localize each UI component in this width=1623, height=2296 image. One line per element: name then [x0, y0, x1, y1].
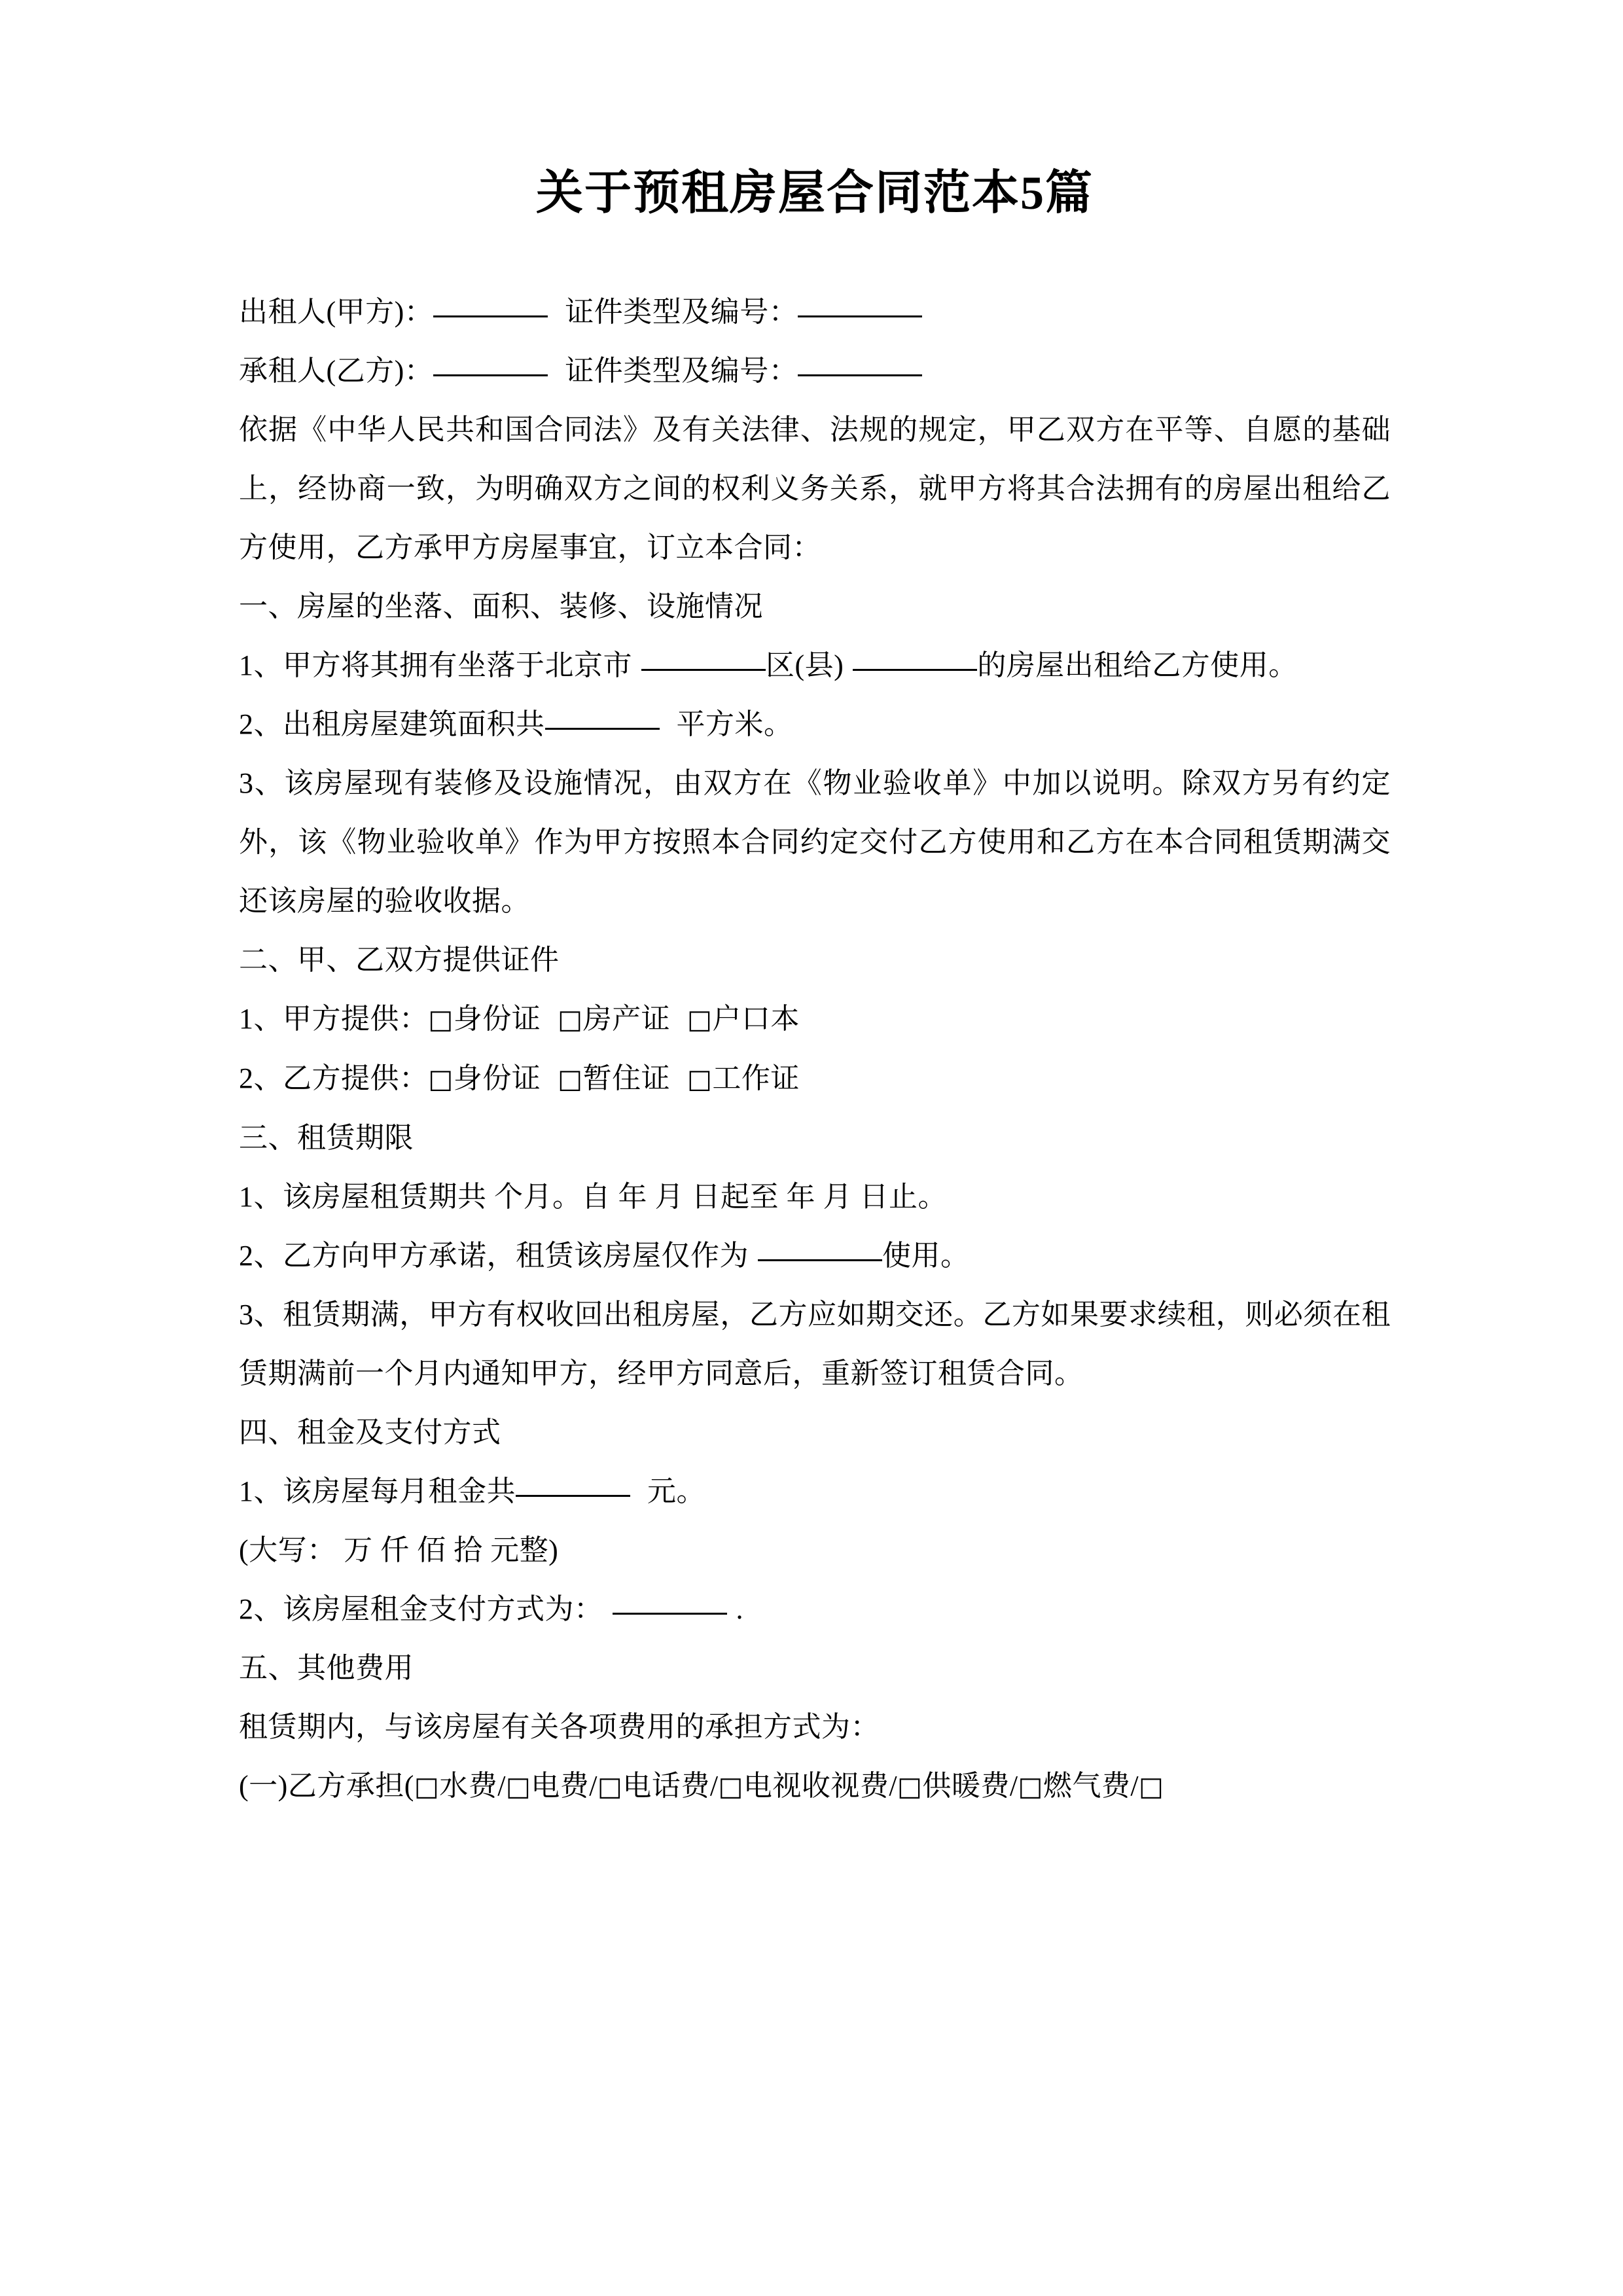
section-heading-5: 五、其他费用 — [239, 1652, 414, 1684]
checkbox-icon[interactable]: □ — [428, 1005, 454, 1035]
checkbox-icon[interactable]: □ — [597, 1772, 623, 1802]
lessee-line — [239, 342, 1391, 401]
item-text-prefix: 1、该房屋每月租金共 — [239, 1475, 516, 1507]
checkbox-icon[interactable]: □ — [506, 1772, 531, 1802]
item-text-suffix: 使用。 — [882, 1240, 970, 1272]
section-1-item-1 — [239, 636, 1391, 695]
checkbox-label: 供暖费 — [922, 1770, 1010, 1802]
lessor-label: 出租人(甲方)： — [239, 296, 434, 328]
separator: / — [889, 1770, 898, 1802]
checkbox-label: 暂住证 — [582, 1062, 671, 1094]
item-text-suffix: . — [736, 1593, 743, 1625]
checkbox-icon[interactable]: □ — [428, 1064, 454, 1094]
checkbox-icon[interactable]: □ — [1139, 1772, 1164, 1802]
section-4-item-2 — [239, 1580, 1391, 1639]
item-text-mid: 区(县) — [766, 649, 844, 681]
item-text-prefix: 1、甲方提供： — [239, 1003, 429, 1035]
item-text-suffix: 平方米。 — [676, 708, 793, 740]
checkbox-icon[interactable]: □ — [558, 1064, 583, 1094]
checkbox-label: 房产证 — [582, 1003, 671, 1035]
checkbox-icon[interactable]: □ — [718, 1772, 743, 1802]
checkbox-icon[interactable]: □ — [558, 1005, 583, 1035]
section-2-item-1 — [239, 990, 1391, 1049]
checkbox-icon[interactable]: □ — [414, 1772, 440, 1802]
page-title: 关于预租房屋合同范本5篇 — [535, 167, 1094, 219]
checkbox-icon[interactable]: □ — [1018, 1772, 1043, 1802]
separator: / — [589, 1770, 598, 1802]
separator: / — [497, 1770, 506, 1802]
preamble-paragraph: 依据《中华人民共和国合同法》及有关法律、法规的规定，甲乙双方在平等、自愿的基础上，经协商一致，为明确双方之间的权利义务关系，就甲方将其合法拥有的房屋出租给乙方使用，乙方承甲方房屋事宜，订立本合同： — [239, 414, 1391, 564]
lessor-name-blank[interactable] — [433, 293, 548, 317]
lessor-id-blank[interactable] — [798, 293, 922, 317]
payment-method-blank[interactable] — [613, 1590, 727, 1615]
lessor-line — [239, 283, 1391, 342]
item-text-prefix: 2、该房屋租金支付方式为： — [239, 1593, 603, 1625]
usage-blank[interactable] — [758, 1237, 882, 1261]
checkbox-icon[interactable]: □ — [687, 1064, 713, 1094]
section-3-item-3: 3、租赁期满，甲方有权收回出租房屋，乙方应如期交还。乙方如果要求续租，则必须在租赁期满前一个月内通知甲方，经甲方同意后，重新签订租赁合同。 — [239, 1299, 1391, 1390]
section-1-item-2 — [239, 695, 1391, 754]
checkbox-label: 电费 — [531, 1770, 590, 1802]
section-heading-2: 二、甲、乙双方提供证件 — [239, 944, 560, 976]
section-5-intro: 租赁期内，与该房屋有关各项费用的承担方式为： — [239, 1711, 880, 1743]
item-text-prefix: 2、乙方向甲方承诺，租赁该房屋仅作为 — [239, 1240, 749, 1272]
item-text-suffix: 元。 — [647, 1475, 705, 1507]
checkbox-label: 工作证 — [712, 1062, 800, 1094]
area-blank[interactable] — [545, 706, 660, 730]
section-heading-4: 四、租金及支付方式 — [239, 1416, 501, 1448]
lessee-id-label: 证件类型及编号： — [565, 355, 798, 387]
section-2-item-2 — [239, 1049, 1391, 1109]
document-content — [239, 164, 1391, 1816]
section-heading-1: 一、房屋的坐落、面积、装修、设施情况 — [239, 590, 763, 622]
lessee-name-blank[interactable] — [433, 352, 548, 376]
separator: / — [1009, 1770, 1018, 1802]
section-3-item-1: 1、该房屋租赁期共 个月。自 年 月 日起至 年 月 日止。 — [239, 1181, 947, 1213]
separator: / — [709, 1770, 719, 1802]
lessee-id-blank[interactable] — [798, 352, 922, 376]
checkbox-label: 水费 — [439, 1770, 498, 1802]
checkbox-icon[interactable]: □ — [687, 1005, 713, 1035]
lessee-label: 承租人(乙方)： — [239, 355, 434, 387]
item-text-prefix: 1、甲方将其拥有坐落于北京市 — [239, 649, 632, 681]
item-text-suffix: 的房屋出租给乙方使用。 — [977, 649, 1298, 681]
section-3-item-2 — [239, 1227, 1391, 1285]
rent-amount-blank[interactable] — [516, 1473, 630, 1497]
checkbox-label: 身份证 — [453, 1003, 541, 1035]
checkbox-label: 身份证 — [453, 1062, 541, 1094]
section-4-item-1 — [239, 1462, 1391, 1521]
district-blank[interactable] — [641, 647, 766, 671]
section-heading-3: 三、租赁期限 — [239, 1122, 414, 1154]
section-1-item-3: 3、该房屋现有装修及设施情况，由双方在《物业验收单》中加以说明。除双方另有约定外，该《物业验收单》作为甲方按照本合同约定交付乙方使用和乙方在本合同租赁期满交还该房屋的验收收据。 — [239, 767, 1391, 917]
checkbox-label: 电话费 — [622, 1770, 710, 1802]
section-5-item-1 — [239, 1757, 1391, 1816]
checkbox-icon[interactable]: □ — [897, 1772, 923, 1802]
item-text-prefix: 2、出租房屋建筑面积共 — [239, 708, 545, 740]
checkbox-label: 电视收视费 — [743, 1770, 889, 1802]
item-text-prefix: 2、乙方提供： — [239, 1062, 429, 1094]
checkbox-label: 户口本 — [712, 1003, 800, 1035]
lessor-id-label: 证件类型及编号： — [565, 296, 798, 328]
address-blank[interactable] — [853, 647, 977, 671]
checkbox-label: 燃气费 — [1043, 1770, 1131, 1802]
item-text-prefix: (一)乙方承担( — [239, 1770, 414, 1802]
separator: / — [1130, 1770, 1139, 1802]
section-4-item-capitalized: (大写： 万 仟 佰 拾 元整) — [239, 1534, 559, 1566]
